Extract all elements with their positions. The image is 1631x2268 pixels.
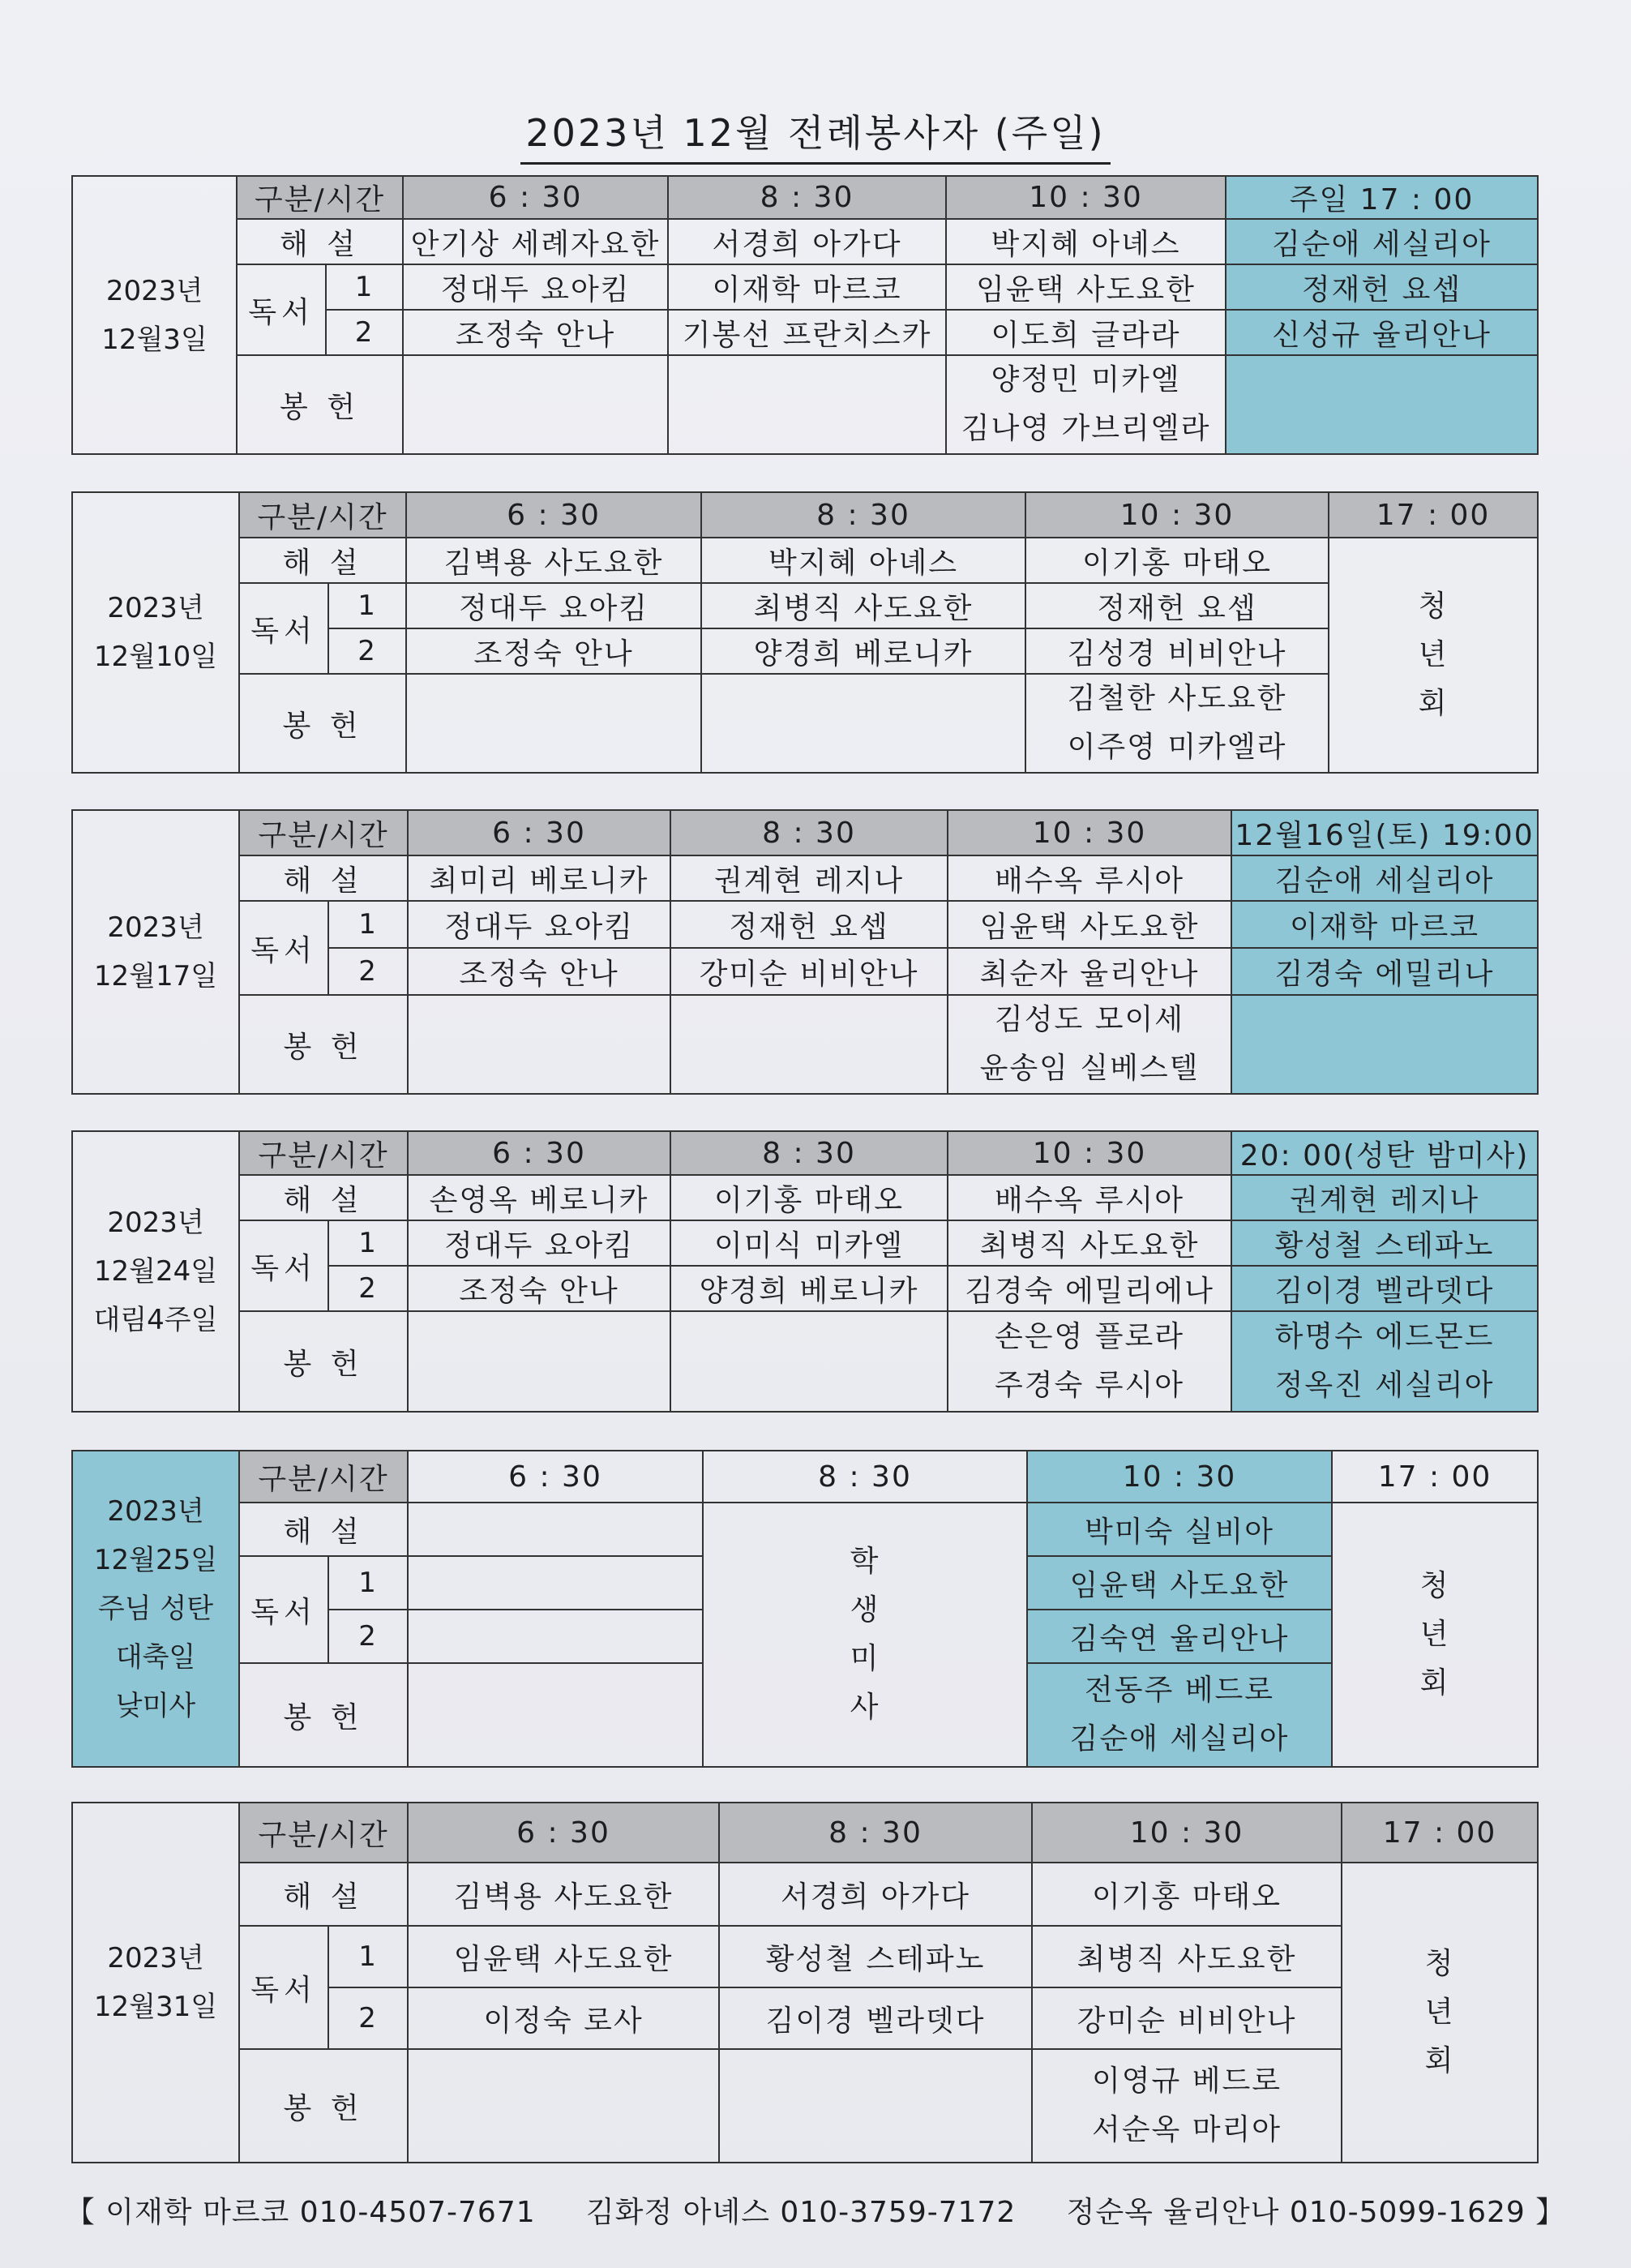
contact-footer: 【 이재학 마르코 010-4507-7671 김화정 아녜스 010-3759-7172 정순옥 율리안나 010-5099-1629 】 — [65, 2196, 1566, 2229]
volunteer-cell: 정대두 요아킴 — [408, 1220, 670, 1266]
volunteer-name: 서순옥 마리아 — [1091, 2113, 1282, 2146]
schedule-table-dec31 — [71, 1802, 1539, 2163]
volunteer-cell: 김순애 세실리아 — [1226, 219, 1538, 264]
reader-number: 1 — [328, 901, 408, 948]
volunteer-name: 김성도 모이세 — [994, 1003, 1185, 1036]
date-cell: 2023년 12월31일 — [72, 1803, 239, 2163]
volunteer-name: 정옥진 세실리아 — [1274, 1369, 1495, 1402]
reader-label: 독서 — [239, 583, 328, 674]
volunteer-cell: 배수옥 루시아 — [948, 1175, 1231, 1220]
volunteer-cell — [1231, 1311, 1538, 1412]
volunteer-cell — [1032, 2049, 1342, 2163]
schedule-table-dec17 — [71, 809, 1539, 1095]
reader-number: 1 — [328, 1220, 408, 1266]
header-label: 구분/시간 — [239, 492, 406, 538]
commentary-label: 해 설 — [239, 855, 408, 901]
volunteer-cell — [408, 1311, 670, 1412]
reader-number: 1 — [328, 1926, 408, 1987]
volunteer-cell: 임윤택 사도요한 — [408, 1926, 719, 1987]
volunteer-cell — [406, 674, 701, 773]
volunteer-cell: 최병직 사도요한 — [1032, 1926, 1342, 1987]
date-cell: 2023년 12월3일 — [72, 176, 237, 454]
volunteer-cell — [948, 995, 1231, 1094]
commentary-label: 해 설 — [239, 1175, 408, 1220]
volunteer-cell: 강미순 비비안나 — [1032, 1987, 1342, 2049]
volunteer-cell: 최미리 베로니카 — [408, 855, 670, 901]
volunteer-cell: 양경희 베로니카 — [670, 1266, 948, 1311]
volunteer-cell: 임윤택 사도요한 — [948, 901, 1231, 948]
volunteer-cell — [670, 1311, 948, 1412]
reader-label: 독서 — [239, 901, 328, 995]
volunteer-cell — [408, 1663, 703, 1767]
volunteer-cell — [1025, 674, 1329, 773]
reader-number: 1 — [328, 583, 406, 628]
commentary-label: 해 설 — [239, 1863, 408, 1926]
volunteer-cell: 서경희 아가다 — [719, 1863, 1032, 1926]
volunteer-cell: 김숙연 율리안나 — [1027, 1610, 1332, 1663]
page-title: 2023년 12월 전례봉사자 (주일) — [0, 104, 1631, 165]
volunteer-cell: 정재헌 요셉 — [670, 901, 948, 948]
volunteer-cell: 박지혜 아녜스 — [946, 219, 1226, 264]
volunteer-cell — [408, 1503, 703, 1556]
volunteer-cell: 황성철 스테파노 — [1231, 1220, 1538, 1266]
student-mass-cell: 학 생 미 사 — [703, 1503, 1027, 1767]
volunteer-cell — [403, 355, 668, 454]
youth-group-cell: 청 년 회 — [1332, 1503, 1538, 1767]
reader-number: 2 — [328, 628, 406, 674]
volunteer-cell: 이정숙 로사 — [408, 1987, 719, 2049]
volunteer-cell: 조정숙 안나 — [403, 310, 668, 355]
volunteer-cell: 신성규 율리안나 — [1226, 310, 1538, 355]
time-header: 6 : 30 — [406, 492, 701, 538]
volunteer-cell: 이재학 마르코 — [668, 264, 946, 310]
volunteer-cell: 이기홍 마태오 — [670, 1175, 948, 1220]
date-cell: 2023년 12월10일 — [72, 492, 239, 773]
time-header: 17 : 00 — [1329, 492, 1538, 538]
volunteer-cell — [670, 995, 948, 1094]
offering-label: 봉 헌 — [239, 674, 406, 773]
volunteer-name: 이주영 미카엘라 — [1067, 731, 1287, 764]
youth-group-cell: 청 년 회 — [1342, 1863, 1538, 2163]
reader-number: 2 — [328, 1987, 408, 2049]
offering-label: 봉 헌 — [237, 355, 403, 454]
volunteer-cell: 김벽용 사도요한 — [406, 538, 701, 583]
time-header: 10 : 30 — [946, 176, 1226, 219]
volunteer-cell — [408, 1610, 703, 1663]
time-header: 6 : 30 — [408, 810, 670, 855]
volunteer-cell — [948, 1311, 1231, 1412]
reader-number: 2 — [328, 1610, 408, 1663]
volunteer-cell — [701, 674, 1025, 773]
volunteer-cell: 이재학 마르코 — [1231, 901, 1538, 948]
time-header: 10 : 30 — [1025, 492, 1329, 538]
volunteer-cell: 이도희 글라라 — [946, 310, 1226, 355]
reader-label: 독서 — [237, 264, 326, 355]
time-header: 20: 00(성탄 밤미사) — [1231, 1131, 1538, 1175]
volunteer-name: 하명수 에드몬드 — [1274, 1320, 1495, 1353]
reader-label: 독서 — [239, 1556, 328, 1663]
time-header: 8 : 30 — [670, 810, 948, 855]
header-label: 구분/시간 — [239, 810, 408, 855]
volunteer-cell: 서경희 아가다 — [668, 219, 946, 264]
volunteer-cell: 이기홍 마태오 — [1025, 538, 1329, 583]
volunteer-cell: 배수옥 루시아 — [948, 855, 1231, 901]
volunteer-cell: 박미숙 실비아 — [1027, 1503, 1332, 1556]
commentary-label: 해 설 — [239, 1503, 408, 1556]
volunteer-cell: 정대두 요아킴 — [408, 901, 670, 948]
volunteer-cell — [946, 355, 1226, 454]
volunteer-cell: 김이경 벨라뎃다 — [719, 1987, 1032, 2049]
time-header: 8 : 30 — [701, 492, 1025, 538]
volunteer-cell: 김이경 벨라뎃다 — [1231, 1266, 1538, 1311]
volunteer-cell: 김순애 세실리아 — [1231, 855, 1538, 901]
date-cell: 2023년 12월25일 주님 성탄 대축일 낮미사 — [72, 1451, 239, 1767]
volunteer-cell: 김경숙 에밀리에나 — [948, 1266, 1231, 1311]
youth-group-cell: 청 년 회 — [1329, 538, 1538, 773]
volunteer-cell: 최병직 사도요한 — [948, 1220, 1231, 1266]
date-cell: 2023년 12월17일 — [72, 810, 239, 1094]
date-cell: 2023년 12월24일 대림4주일 — [72, 1131, 239, 1412]
offering-label: 봉 헌 — [239, 1663, 408, 1767]
time-header: 17 : 00 — [1332, 1451, 1538, 1503]
commentary-label: 해 설 — [239, 538, 406, 583]
volunteer-cell: 이기홍 마태오 — [1032, 1863, 1342, 1926]
volunteer-cell: 정재헌 요셉 — [1226, 264, 1538, 310]
time-header: 12월16일(토) 19:00 — [1231, 810, 1538, 855]
volunteer-cell: 조정숙 안나 — [406, 628, 701, 674]
time-header: 8 : 30 — [719, 1803, 1032, 1863]
time-header: 17 : 00 — [1342, 1803, 1538, 1863]
time-header: 8 : 30 — [668, 176, 946, 219]
header-label: 구분/시간 — [239, 1803, 408, 1863]
reader-number: 2 — [328, 948, 408, 995]
volunteer-cell — [408, 995, 670, 1094]
volunteer-cell: 기봉선 프란치스카 — [668, 310, 946, 355]
time-header: 10 : 30 — [1032, 1803, 1342, 1863]
header-label: 구분/시간 — [237, 176, 403, 219]
reader-label: 독서 — [239, 1926, 328, 2049]
time-header: 8 : 30 — [670, 1131, 948, 1175]
volunteer-cell — [408, 2049, 719, 2163]
volunteer-cell: 권계현 레지나 — [1231, 1175, 1538, 1220]
reader-number: 1 — [326, 264, 403, 310]
volunteer-cell: 이미식 미카엘 — [670, 1220, 948, 1266]
volunteer-cell: 최순자 율리안나 — [948, 948, 1231, 995]
offering-label: 봉 헌 — [239, 995, 408, 1094]
volunteer-cell — [1226, 355, 1538, 454]
volunteer-cell: 임윤택 사도요한 — [1027, 1556, 1332, 1610]
volunteer-name: 김나영 가브리엘라 — [961, 412, 1211, 445]
volunteer-cell: 김성경 비비안나 — [1025, 628, 1329, 674]
volunteer-cell: 강미순 비비안나 — [670, 948, 948, 995]
volunteer-cell: 정대두 요아킴 — [406, 583, 701, 628]
schedule-table-dec10 — [71, 491, 1539, 774]
volunteer-cell: 임윤택 사도요한 — [946, 264, 1226, 310]
time-header: 6 : 30 — [408, 1803, 719, 1863]
volunteer-cell: 박지혜 아녜스 — [701, 538, 1025, 583]
schedule-table-dec24 — [71, 1130, 1539, 1413]
time-header: 주일 17 : 00 — [1226, 176, 1538, 219]
commentary-label: 해 설 — [237, 219, 403, 264]
volunteer-name: 손은영 플로라 — [994, 1320, 1185, 1353]
volunteer-cell: 김경숙 에밀리나 — [1231, 948, 1538, 995]
reader-number: 1 — [328, 1556, 408, 1610]
volunteer-cell: 정재헌 요셉 — [1025, 583, 1329, 628]
volunteer-cell — [408, 1556, 703, 1610]
volunteer-cell — [1231, 995, 1538, 1094]
time-header: 8 : 30 — [703, 1451, 1027, 1503]
time-header: 6 : 30 — [403, 176, 668, 219]
schedule-table-dec25 — [71, 1450, 1539, 1768]
volunteer-name: 김순애 세실리아 — [1069, 1722, 1290, 1756]
schedule-table-dec3 — [71, 175, 1539, 455]
time-header: 6 : 30 — [408, 1451, 703, 1503]
volunteer-cell: 정대두 요아킴 — [403, 264, 668, 310]
volunteer-cell — [668, 355, 946, 454]
volunteer-cell: 양경희 베로니카 — [701, 628, 1025, 674]
volunteer-cell: 조정숙 안나 — [408, 1266, 670, 1311]
volunteer-name: 이영규 베드로 — [1091, 2064, 1282, 2098]
offering-label: 봉 헌 — [239, 2049, 408, 2163]
time-header: 10 : 30 — [948, 810, 1231, 855]
volunteer-name: 윤송임 실베스텔 — [979, 1052, 1200, 1085]
volunteer-cell — [719, 2049, 1032, 2163]
volunteer-cell: 조정숙 안나 — [408, 948, 670, 995]
header-label: 구분/시간 — [239, 1131, 408, 1175]
volunteer-cell: 최병직 사도요한 — [701, 583, 1025, 628]
volunteer-name: 김철한 사도요한 — [1067, 682, 1287, 715]
time-header: 10 : 30 — [948, 1131, 1231, 1175]
volunteer-cell: 권계현 레지나 — [670, 855, 948, 901]
time-header: 6 : 30 — [408, 1131, 670, 1175]
volunteer-cell: 김벽용 사도요한 — [408, 1863, 719, 1926]
time-header: 10 : 30 — [1027, 1451, 1332, 1503]
volunteer-cell: 손영옥 베로니카 — [408, 1175, 670, 1220]
volunteer-cell: 황성철 스테파노 — [719, 1926, 1032, 1987]
volunteer-name: 전동주 베드로 — [1084, 1674, 1275, 1707]
reader-number: 2 — [326, 310, 403, 355]
volunteer-name: 주경숙 루시아 — [994, 1369, 1185, 1402]
volunteer-name: 양정민 미카엘 — [991, 363, 1181, 397]
reader-label: 독서 — [239, 1220, 328, 1311]
reader-number: 2 — [328, 1266, 408, 1311]
offering-label: 봉 헌 — [239, 1311, 408, 1412]
volunteer-cell — [1027, 1663, 1332, 1767]
header-label: 구분/시간 — [239, 1451, 408, 1503]
volunteer-cell: 안기상 세례자요한 — [403, 219, 668, 264]
